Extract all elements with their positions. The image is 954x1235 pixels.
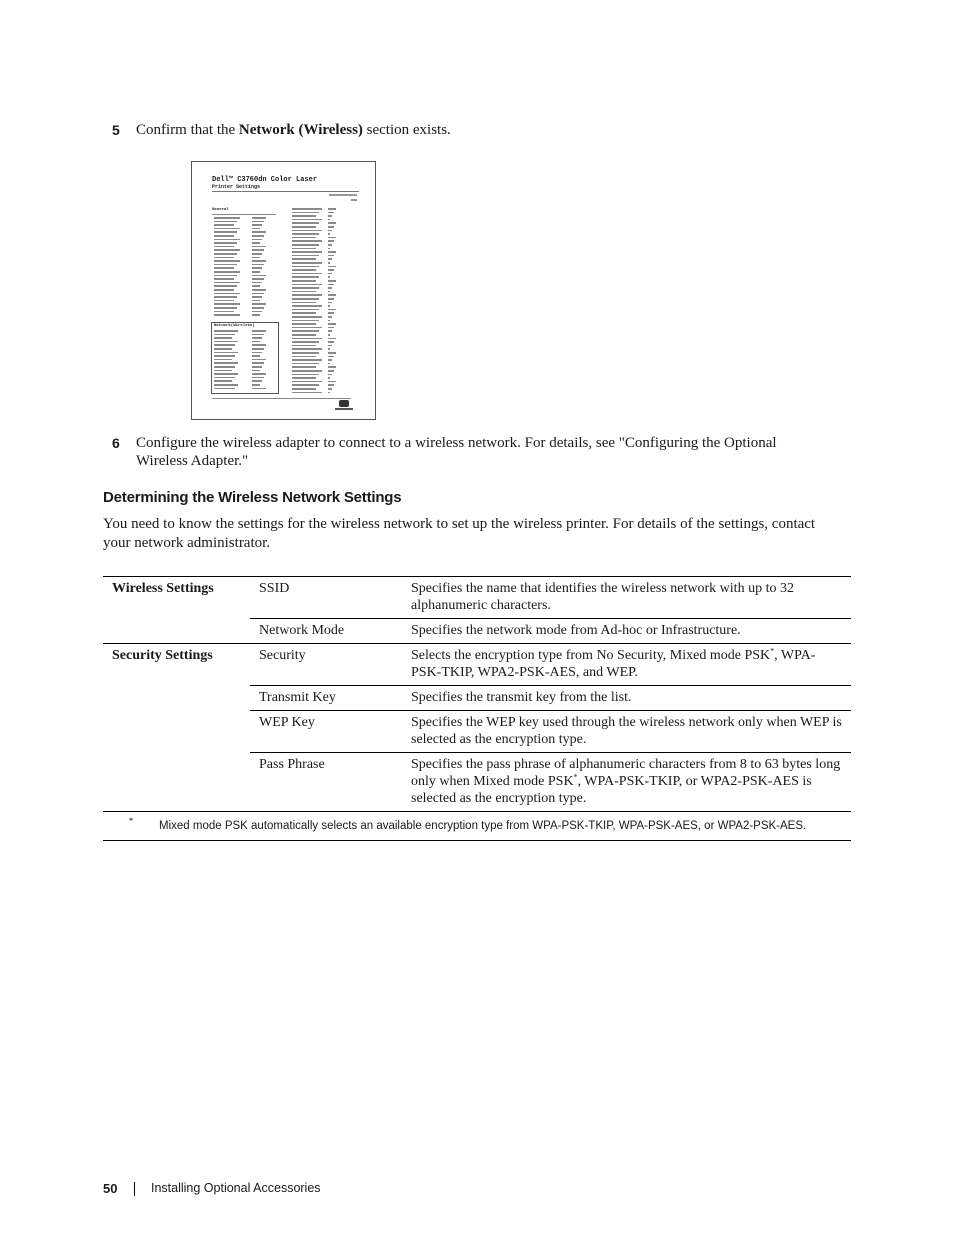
report-row-value <box>328 219 330 221</box>
report-row-label <box>214 235 234 237</box>
report-row-value <box>252 242 260 244</box>
report-row-label <box>214 285 237 287</box>
report-row-value <box>252 330 266 332</box>
report-row-value <box>328 320 330 322</box>
report-row-value <box>328 208 336 210</box>
report-row-value <box>252 282 262 284</box>
report-row-value <box>328 215 332 217</box>
report-row-label <box>292 298 319 300</box>
footnote-marker: * <box>770 646 775 656</box>
report-row-label <box>292 338 322 340</box>
report-row-label <box>292 244 319 246</box>
report-row-value <box>328 266 336 268</box>
report-row-label <box>292 262 322 264</box>
report-row-label <box>292 381 322 383</box>
report-row-value <box>328 348 330 350</box>
page-footer <box>103 1181 321 1196</box>
report-section-wireless: Network(Wireless) <box>214 324 255 328</box>
report-row-label <box>214 355 235 357</box>
report-divider <box>212 191 359 192</box>
report-row-label <box>292 266 319 268</box>
report-row-value <box>252 388 266 390</box>
report-row-value <box>328 377 330 379</box>
table-row <box>103 619 851 644</box>
report-row-value <box>252 267 262 269</box>
report-row-value <box>328 366 336 368</box>
report-row-value <box>328 255 334 257</box>
report-page-line <box>351 199 357 201</box>
report-row-value <box>328 269 334 271</box>
report-row-value <box>328 212 334 214</box>
section-intro: You need to know the settings for the wireless network to set up the wireless printer. For details of the settings, contact your network administrator. <box>103 516 816 551</box>
table-footnote-row <box>103 812 851 841</box>
step-number: 5 <box>112 122 120 138</box>
report-row-value <box>252 224 262 226</box>
report-row-label <box>292 305 322 307</box>
report-row-value <box>328 284 334 286</box>
report-row-label <box>292 345 316 347</box>
report-row-label <box>292 356 316 358</box>
report-row-label <box>214 307 237 309</box>
report-row-label <box>292 258 316 260</box>
step-text-part: Confirm that the <box>136 122 239 138</box>
report-subtitle: Printer Settings <box>212 184 261 190</box>
report-row-label <box>214 217 240 219</box>
report-row-value <box>252 303 266 305</box>
table-row <box>103 644 851 686</box>
report-row-value <box>252 370 260 372</box>
report-row-label <box>214 344 235 346</box>
description-cell: Specifies the name that identifies the wireless network with up to 32 alphanumeric characters. <box>402 577 851 619</box>
report-row-value <box>328 312 334 314</box>
report-row-label <box>292 280 316 282</box>
report-row-value <box>252 253 262 255</box>
report-row-value <box>328 370 334 372</box>
report-row-label <box>214 311 234 313</box>
report-row-label <box>214 366 235 368</box>
report-row-label <box>214 282 240 284</box>
report-row-label <box>214 303 240 305</box>
report-row-label <box>214 384 238 386</box>
report-row-label <box>214 224 234 226</box>
report-row-value <box>328 309 336 311</box>
page-number: 50 <box>103 1181 118 1196</box>
report-row-label <box>292 388 316 390</box>
report-row-value <box>328 345 332 347</box>
report-row-value <box>252 289 266 291</box>
report-row-label <box>292 215 316 217</box>
report-row-label <box>292 309 319 311</box>
report-row-label <box>214 275 237 277</box>
report-row-label <box>292 302 316 304</box>
report-row-value <box>328 276 330 278</box>
category-cell <box>103 686 250 711</box>
report-row-value <box>252 337 262 339</box>
report-row-label <box>292 366 316 368</box>
report-row-label <box>292 320 319 322</box>
description-text: , WPA-PSK-TKIP, WPA2-PSK-AES, and WEP. <box>411 648 816 680</box>
setting-cell: Pass Phrase <box>250 753 402 812</box>
report-row-label <box>292 284 322 286</box>
report-row-value <box>328 258 332 260</box>
report-logo-caption <box>335 408 353 410</box>
report-row-label <box>214 348 232 350</box>
report-row-label <box>292 251 322 253</box>
report-row-value <box>328 248 330 250</box>
step-text <box>136 121 451 139</box>
footnote-text: Mixed mode PSK automatically selects an available encryption type from WPA-PSK-TKIP, WPA-PSK-AES, or WPA2-PSK-AES. <box>159 820 807 832</box>
setting-cell: SSID <box>250 577 402 619</box>
report-row-label <box>292 363 319 365</box>
report-row-value <box>252 352 262 354</box>
section-heading: Determining the Wireless Network Settings <box>103 489 402 506</box>
report-row-value <box>252 359 266 361</box>
report-section-divider <box>212 214 276 215</box>
report-row-label <box>292 330 319 332</box>
description-cell: Specifies the network mode from Ad-hoc or Infrastructure. <box>402 619 851 644</box>
report-row-value <box>328 384 334 386</box>
report-row-value <box>328 244 332 246</box>
description-cell <box>402 644 851 686</box>
report-row-value <box>252 271 260 273</box>
report-row-label <box>292 219 322 221</box>
report-row-value <box>252 260 266 262</box>
report-row-value <box>252 355 260 357</box>
report-row-value <box>252 249 264 251</box>
report-row-value <box>328 392 330 394</box>
report-row-label <box>292 276 319 278</box>
setting-cell: Transmit Key <box>250 686 402 711</box>
report-row-value <box>328 262 330 264</box>
footnote-mark: * <box>128 816 134 826</box>
step-text-part: section exists. <box>362 122 451 138</box>
report-row-value <box>252 285 260 287</box>
report-row-value <box>328 294 336 296</box>
report-row-value <box>252 373 266 375</box>
report-row-label <box>292 255 319 257</box>
wireless-settings-table <box>103 576 851 841</box>
report-row-value <box>252 348 264 350</box>
step-number: 6 <box>112 435 120 451</box>
report-row-value <box>252 366 262 368</box>
report-row-label <box>214 289 234 291</box>
report-row-label <box>292 233 319 235</box>
category-cell <box>103 753 250 812</box>
footer-separator <box>134 1182 135 1196</box>
report-row-label <box>292 316 322 318</box>
description-text: , WPA-PSK-TKIP, or WPA2-PSK-AES is selected as the encryption type. <box>411 774 812 806</box>
table-row <box>103 686 851 711</box>
report-row-value <box>328 226 334 228</box>
report-row-label <box>214 257 234 259</box>
report-row-label <box>292 348 322 350</box>
report-footer-line <box>212 398 351 399</box>
report-row-value <box>252 334 264 336</box>
report-row-value <box>328 291 330 293</box>
report-row-label <box>292 294 322 296</box>
report-row-value <box>328 222 336 224</box>
report-row-label <box>292 240 322 242</box>
category-cell: Security Settings <box>103 644 250 686</box>
report-row-label <box>292 377 316 379</box>
description-cell <box>402 753 851 812</box>
report-row-value <box>252 344 266 346</box>
report-row-value <box>252 239 262 241</box>
report-row-label <box>292 222 319 224</box>
dell-logo-icon <box>339 400 349 407</box>
report-row-label <box>214 267 234 269</box>
table-row <box>103 711 851 753</box>
report-row-value <box>328 388 332 390</box>
step-text-bold: Network (Wireless) <box>238 122 363 138</box>
report-row-value <box>328 305 330 307</box>
report-row-value <box>328 374 332 376</box>
report-row-label <box>214 388 235 390</box>
setting-cell: Security <box>250 644 402 686</box>
report-row-value <box>328 302 332 304</box>
step-text: Configure the wireless adapter to connect to a wireless network. For details, see "Configuring the Optional Wireless Adapter." <box>136 435 777 469</box>
report-section-general: General <box>212 208 229 212</box>
report-row-value <box>328 323 336 325</box>
report-row-value <box>252 311 262 313</box>
report-row-label <box>214 362 238 364</box>
report-row-label <box>214 380 232 382</box>
report-row-value <box>328 298 334 300</box>
report-row-value <box>328 233 330 235</box>
report-row-label <box>214 300 234 302</box>
report-row-label <box>214 221 237 223</box>
report-row-label <box>214 373 238 375</box>
report-row-value <box>328 316 332 318</box>
report-row-value <box>252 217 266 219</box>
description-text: Selects the encryption type from No Security, Mixed mode PSK <box>411 648 771 663</box>
report-row-label <box>214 352 238 354</box>
report-row-label <box>292 269 316 271</box>
report-row-value <box>328 341 334 343</box>
report-row-label <box>214 359 232 361</box>
report-row-label <box>214 271 240 273</box>
report-row-value <box>252 231 266 233</box>
report-row-label <box>214 249 240 251</box>
report-row-label <box>292 352 319 354</box>
report-row-label <box>214 228 240 230</box>
report-row-label <box>214 334 235 336</box>
report-row-value <box>328 287 332 289</box>
report-row-value <box>328 330 332 332</box>
report-row-value <box>252 235 264 237</box>
report-row-value <box>328 363 330 365</box>
report-row-value <box>252 300 260 302</box>
report-row-label <box>214 231 237 233</box>
report-row-value <box>328 251 336 253</box>
report-row-label <box>292 230 322 232</box>
report-row-value <box>252 275 266 277</box>
report-row-value <box>252 246 266 248</box>
report-row-value <box>328 381 336 383</box>
report-row-label <box>292 374 319 376</box>
footnote-marker: * <box>573 772 578 782</box>
report-row-label <box>292 226 316 228</box>
report-title: Dell™ C3760dn Color Laser <box>212 176 318 184</box>
report-row-value <box>328 359 332 361</box>
report-row-value <box>252 341 260 343</box>
report-row-value <box>252 380 262 382</box>
report-row-label <box>214 314 240 316</box>
report-row-value <box>252 264 264 266</box>
report-row-label <box>292 237 316 239</box>
report-row-label <box>292 323 316 325</box>
report-row-label <box>292 334 316 336</box>
report-row-value <box>328 237 336 239</box>
footnote-cell <box>103 812 851 841</box>
report-row-value <box>328 240 334 242</box>
report-date-line <box>329 194 357 196</box>
report-row-label <box>292 392 322 394</box>
setting-cell: Network Mode <box>250 619 402 644</box>
report-row-value <box>328 280 336 282</box>
report-row-value <box>328 273 332 275</box>
report-row-label <box>292 341 319 343</box>
report-row-label <box>292 273 322 275</box>
report-row-label <box>214 293 240 295</box>
category-cell <box>103 619 250 644</box>
report-row-value <box>252 296 262 298</box>
report-row-label <box>214 278 234 280</box>
report-row-value <box>252 384 260 386</box>
report-row-label <box>292 291 316 293</box>
report-row-label <box>214 377 235 379</box>
description-cell: Specifies the transmit key from the list. <box>402 686 851 711</box>
report-row-value <box>328 338 336 340</box>
report-row-label <box>292 208 322 210</box>
report-row-value <box>328 334 330 336</box>
report-row-label <box>292 287 319 289</box>
report-row-label <box>214 341 238 343</box>
report-row-label <box>292 384 319 386</box>
report-row-value <box>328 230 332 232</box>
report-row-label <box>292 212 319 214</box>
category-cell: Wireless Settings <box>103 577 250 619</box>
table-row <box>103 577 851 619</box>
report-row-value <box>252 362 264 364</box>
report-row-label <box>214 239 240 241</box>
category-cell <box>103 711 250 753</box>
report-row-value <box>328 327 334 329</box>
report-row-label <box>214 296 237 298</box>
report-row-label <box>214 370 232 372</box>
report-row-value <box>252 307 264 309</box>
report-row-value <box>252 377 264 379</box>
report-row-label <box>292 359 322 361</box>
footer-title: Installing Optional Accessories <box>151 1181 321 1195</box>
description-cell: Specifies the WEP key used through the wireless network only when WEP is selected as the encryption type. <box>402 711 851 753</box>
report-row-value <box>252 314 260 316</box>
report-row-label <box>292 248 316 250</box>
setting-cell: WEP Key <box>250 711 402 753</box>
report-row-label <box>292 327 322 329</box>
description-text: Specifies the pass phrase of alphanumeric characters from 8 to 63 bytes long only when Mixed mode PSK <box>411 757 841 789</box>
report-row-label <box>292 312 316 314</box>
report-row-value <box>328 356 334 358</box>
report-row-value <box>328 352 336 354</box>
report-row-label <box>214 264 237 266</box>
table-row <box>103 753 851 812</box>
report-row-label <box>214 246 234 248</box>
report-row-label <box>214 330 238 332</box>
printer-settings-report-image <box>191 161 376 420</box>
report-row-value <box>252 221 264 223</box>
report-row-value <box>252 228 260 230</box>
report-row-value <box>252 293 264 295</box>
report-row-value <box>252 278 264 280</box>
report-row-label <box>214 242 237 244</box>
report-row-label <box>292 370 322 372</box>
report-row-value <box>252 257 260 259</box>
report-row-label <box>214 253 237 255</box>
report-row-label <box>214 337 232 339</box>
report-row-label <box>214 260 240 262</box>
